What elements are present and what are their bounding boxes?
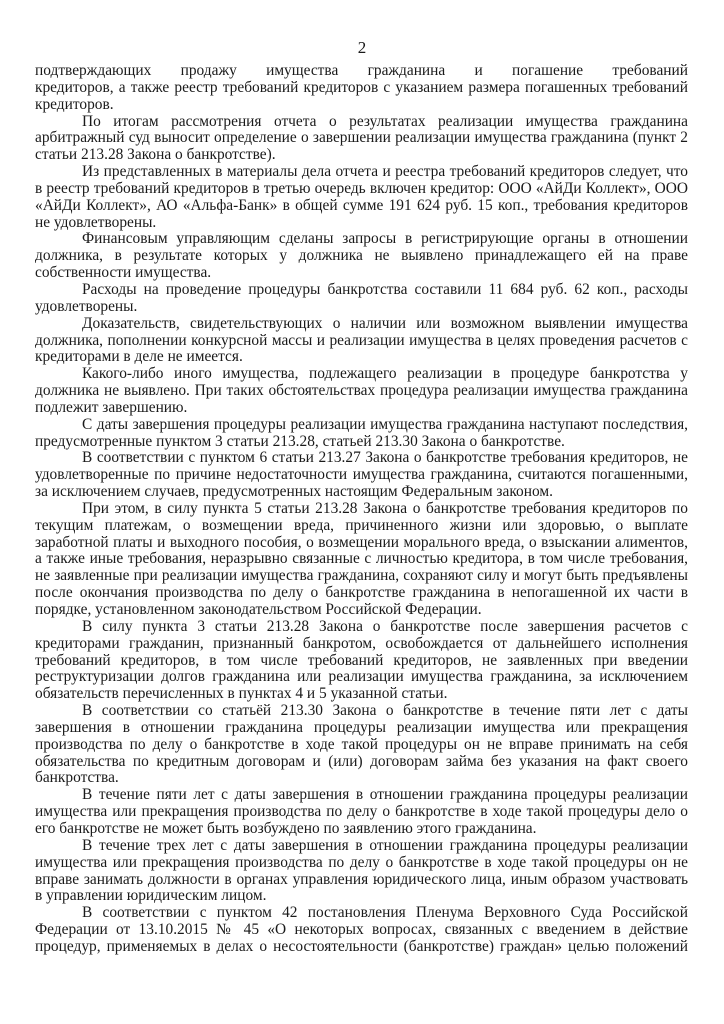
text-line: текущим платежам, о возмещении вреда, причиненного жизни или здоровью, о выплате [35, 516, 688, 534]
paragraph [35, 619, 688, 703]
text-line: процедур, применяемых в делах о несостоятельности (банкротстве) граждан» целью положений [35, 937, 688, 955]
text-line: предусмотренные пунктом 3 статьи 213.28, статьей 213.30 Закона о банкротстве. [35, 432, 565, 450]
text-line: вправе занимать должности в органах управления юридического лица, иным образом участвовать [35, 870, 688, 888]
text-line: кредиторов, а также реестр требований кредиторов с указанием размера погашенных требований [35, 78, 688, 96]
text-line: обязательств перечисленных в пунктах 4 и 5 указанной статьи. [35, 685, 448, 703]
text-line: Какого-либо иного имущества, подлежащего реализации в процедуре банкротства у [82, 365, 688, 383]
text-line: должника, в результате которых у должника не выявлено принадлежащего ей на праве [35, 247, 688, 265]
text-line: подтверждающих продажу имущества гражданина и погашение требований [35, 62, 688, 79]
text-line: реструктуризации долгов гражданина или реализации имущества гражданина, за исключением [35, 668, 688, 686]
paragraph [35, 905, 688, 956]
text-line: Доказательств, свидетельствующих о наличии или возможном выявлении имущества [82, 314, 688, 332]
text-line: в управлении юридическим лицом. [35, 887, 267, 905]
text-line: за исключением случаев, предусмотренных настоящим Федеральным законом. [35, 483, 553, 501]
text-line: По итогам рассмотрения отчета о результатах реализации имущества гражданина [82, 112, 688, 130]
paragraph [35, 114, 688, 165]
paragraph [35, 501, 688, 619]
text-line: В силу пункта 3 статьи 213.28 Закона о банкротстве после завершения расчетов с [82, 617, 688, 635]
paragraph [35, 366, 688, 417]
paragraph [35, 63, 688, 114]
text-line: заработной платы и выходного пособия, о возмещении морального вреда, о взыскании алиментов, [35, 533, 688, 551]
document-body [35, 63, 688, 956]
text-line: С даты завершения процедуры реализации имущества гражданина наступают последствия, [82, 415, 688, 433]
paragraph [35, 703, 688, 787]
text-line: банкротства. [35, 769, 119, 787]
text-line: Федерации от 13.10.2015 № 45 «О некоторых вопросах, связанных с введением в действие [35, 921, 688, 939]
text-line: Расходы на проведение процедуры банкротства составили 11 684 руб. 62 коп., расходы [82, 280, 688, 298]
paragraph [35, 316, 688, 367]
text-line: не заявленные при реализации имущества гражданина, сохраняют силу и могут быть предъявлены [35, 567, 688, 585]
text-line: кредиторами гражданин, признанный банкротом, освобождается от дальнейшего исполнения [35, 634, 688, 652]
paragraph [35, 231, 688, 282]
text-line: в реестр требований кредиторов в третью очередь включен кредитор: ООО «АйДи Коллект», ООО [35, 179, 688, 197]
text-line: Финансовым управляющим сделаны запросы в регистрирующие органы в отношении [82, 230, 688, 248]
text-line: а также иные требования, неразрывно связанные с личностью кредитора, в том числе требования, [35, 550, 688, 568]
text-line: порядке, установленном законодательством Российской Федерации. [35, 601, 482, 618]
text-line: должника не выявлено. При таких обстоятельствах процедура реализации имущества гражданина [35, 382, 688, 400]
text-line: Из представленных в материалы дела отчета и реестра требований кредиторов следует, что [82, 163, 688, 181]
text-line: имущества или прекращения производства по делу о банкротстве в ходе такой процедуры он не [35, 853, 688, 871]
paragraph [35, 450, 688, 501]
text-line: «АйДи Коллект», АО «Альфа-Банк» в общей сумме 191 624 руб. 15 коп., требования кредиторов [35, 196, 688, 214]
text-line: после окончания производства по делу о банкротстве гражданина в непогашенной их части в [35, 584, 688, 602]
text-line: должника, пополнении конкурсной массы и реализации имущества в целях проведения расчетов с [35, 331, 688, 349]
paragraph [35, 417, 688, 451]
text-line: В течение пяти лет с даты завершения в отношении гражданина процедуры реализации [82, 786, 688, 804]
text-line: имущества или прекращения производства по делу о банкротстве в ходе такой процедуры дело о [35, 803, 688, 821]
text-line: В течение трех лет с даты завершения в отношении гражданина процедуры реализации [82, 836, 688, 854]
text-line: завершения в отношении гражданина процедуры реализации имущества или прекращения [35, 718, 688, 736]
text-line: кредиторами в деле не имеется. [35, 348, 243, 366]
text-line: удовлетворенные по причине недостаточности имущества гражданина, считаются погашенными, [35, 466, 688, 484]
text-line: кредиторов. [35, 95, 114, 113]
paragraph [35, 164, 688, 231]
text-line: не удовлетворены. [35, 213, 157, 231]
text-line: производства по делу о банкротстве в ходе такой процедуры он не вправе принимать на себя [35, 735, 688, 753]
page-number: 2 [357, 38, 367, 57]
text-line: арбитражный суд выносит определение о завершении реализации имущества гражданина (пункт 2 [35, 129, 688, 147]
paragraph [35, 282, 688, 316]
text-line: В соответствии с пунктом 42 постановления Пленума Верховного Суда Российской [82, 904, 688, 922]
text-line: его банкротстве не может быть возбуждено по заявлению этого гражданина. [35, 819, 537, 837]
paragraph [35, 787, 688, 838]
paragraph [35, 838, 688, 905]
text-line: В соответствии с пунктом 6 статьи 213.27 Закона о банкротстве требования кредиторов, не [82, 449, 688, 467]
text-line: В соответствии со статьёй 213.30 Закона о банкротстве в течение пяти лет с даты [82, 702, 688, 720]
text-line: требований кредиторов, в том числе требований кредиторов, не заявленных при введении [35, 651, 688, 669]
text-line: обязательства по кредитным договорам и (или) договорам займа без указания на факт своего [35, 752, 688, 770]
text-line: подлежит завершению. [35, 398, 188, 416]
text-line: удовлетворены. [35, 297, 138, 315]
text-line: статьи 213.28 Закона о банкротстве). [35, 146, 276, 164]
text-line: При этом, в силу пункта 5 статьи 213.28 Закона о банкротстве требования кредиторов по [82, 499, 688, 517]
text-line: собственности имущества. [35, 264, 212, 282]
